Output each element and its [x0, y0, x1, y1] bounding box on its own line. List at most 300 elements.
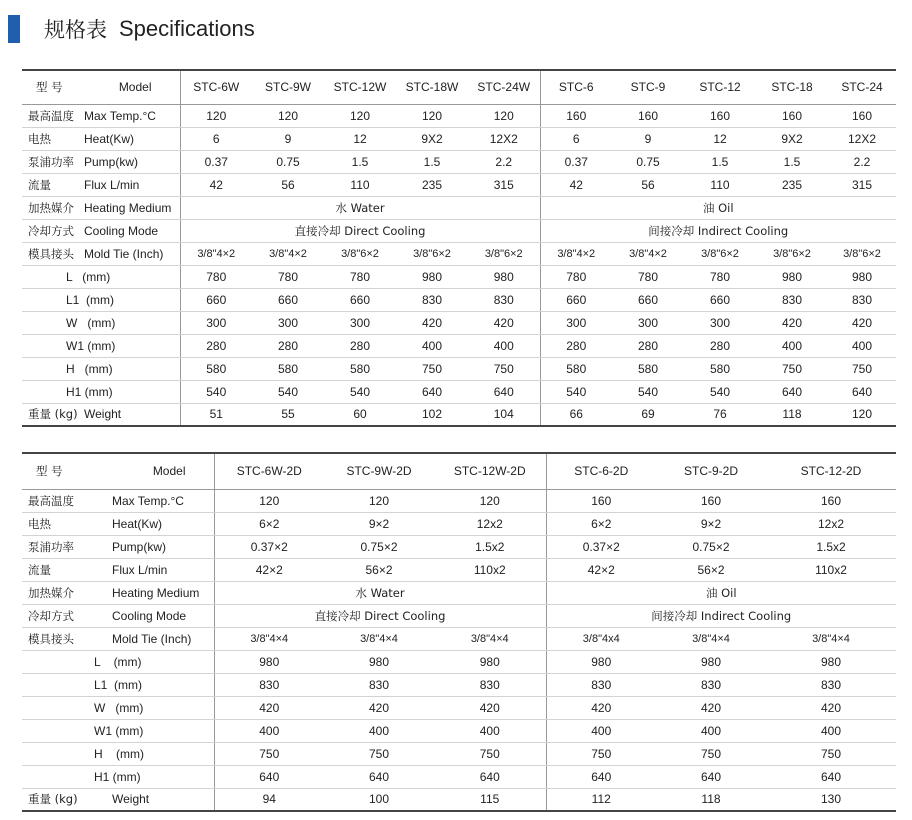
spec-table-single: [22, 69, 896, 427]
spec-row: [22, 173, 896, 196]
dimension-value: 780: [180, 265, 252, 288]
model-name: STC-24: [828, 70, 896, 104]
dimension-value: 830: [656, 673, 766, 696]
weight-value: 118: [756, 403, 828, 426]
weight-value: 104: [468, 403, 540, 426]
spec-value: 120: [180, 104, 252, 127]
spec-label-cn: 流量: [22, 558, 112, 581]
spec-value: 235: [756, 173, 828, 196]
spec-label-en: Heat(Kw): [112, 512, 214, 535]
dimension-row: [22, 765, 896, 788]
spec-table-single-body: [22, 70, 896, 426]
dimension-value: 750: [434, 742, 546, 765]
dimension-value: 980: [396, 265, 468, 288]
dimension-value: 420: [656, 696, 766, 719]
spec-value: 42×2: [546, 558, 656, 581]
dimension-value: 400: [396, 334, 468, 357]
dimension-value: 980: [766, 650, 896, 673]
spec-value: 12: [324, 127, 396, 150]
mold-tie-value: 3/8"4×4: [766, 627, 896, 650]
model-name: STC-24W: [468, 70, 540, 104]
dimension-value: 980: [828, 265, 896, 288]
dimension-value: 780: [252, 265, 324, 288]
model-name: STC-6W: [180, 70, 252, 104]
heating-medium-water: 水 Water: [214, 581, 546, 604]
spec-value: 160: [540, 104, 612, 127]
model-name: STC-12: [684, 70, 756, 104]
dimension-value: 580: [684, 357, 756, 380]
spec-label-en: Pump(kw): [84, 150, 180, 173]
dimension-value: 400: [214, 719, 324, 742]
cooling-mode-direct: 直接冷却 Direct Cooling: [214, 604, 546, 627]
spec-value: 6×2: [214, 512, 324, 535]
dimension-value: 420: [468, 311, 540, 334]
dimension-value: 640: [656, 765, 766, 788]
dimension-value: 420: [434, 696, 546, 719]
dimension-value: 300: [252, 311, 324, 334]
weight-value: 94: [214, 788, 324, 811]
dimension-value: 540: [252, 380, 324, 403]
cooling-mode-label-cn: 冷却方式: [22, 219, 84, 242]
spec-value: 42: [180, 173, 252, 196]
dimension-value: 420: [766, 696, 896, 719]
spec-value: 1.5: [396, 150, 468, 173]
dimension-value: 980: [756, 265, 828, 288]
spec-row: [22, 535, 896, 558]
dimension-value: 780: [684, 265, 756, 288]
heating-medium-oil: 油 Oil: [546, 581, 896, 604]
dimension-value: 640: [396, 380, 468, 403]
mold-tie-value: 3/8"4×2: [252, 242, 324, 265]
dimension-value: 400: [766, 719, 896, 742]
spec-value: 1.5: [684, 150, 756, 173]
mold-tie-value: 3/8"4×4: [324, 627, 434, 650]
model-name: STC-12W: [324, 70, 396, 104]
mold-tie-value: 3/8"4×2: [612, 242, 684, 265]
spec-value: 0.37: [180, 150, 252, 173]
weight-value: 112: [546, 788, 656, 811]
dimension-value: 750: [766, 742, 896, 765]
dimension-value: 400: [756, 334, 828, 357]
dimension-value: 750: [468, 357, 540, 380]
spec-label-en: Flux L/min: [84, 173, 180, 196]
dimension-row: [22, 288, 896, 311]
dimension-value: 980: [546, 650, 656, 673]
model-name: STC-12W-2D: [434, 453, 546, 489]
spec-value: 160: [656, 489, 766, 512]
dimension-label: H1 (mm): [22, 380, 180, 403]
spec-value: 1.5x2: [434, 535, 546, 558]
dimension-value: 400: [656, 719, 766, 742]
spec-row: [22, 489, 896, 512]
spec-value: 12: [684, 127, 756, 150]
model-name: STC-6: [540, 70, 612, 104]
mold-tie-value: 3/8"6×2: [756, 242, 828, 265]
dimension-value: 640: [214, 765, 324, 788]
spec-value: 9×2: [656, 512, 766, 535]
dimension-row: [22, 742, 896, 765]
dimension-value: 540: [684, 380, 756, 403]
spec-value: 6: [540, 127, 612, 150]
mold-tie-value: 3/8"6×2: [828, 242, 896, 265]
dimension-row: [22, 719, 896, 742]
heading-accent-bar: [8, 15, 20, 43]
cooling-mode-row: [22, 604, 896, 627]
cooling-mode-row: [22, 219, 896, 242]
cooling-mode-indirect: 间接冷却 Indirect Cooling: [546, 604, 896, 627]
mold-tie-value: 3/8"4×4: [214, 627, 324, 650]
weight-row: [22, 788, 896, 811]
spec-label-en: Max Temp.°C: [84, 104, 180, 127]
spec-value: 56×2: [324, 558, 434, 581]
dimension-value: 830: [756, 288, 828, 311]
dimension-value: 300: [540, 311, 612, 334]
spec-value: 2.2: [828, 150, 896, 173]
weight-label-en: Weight: [112, 788, 214, 811]
dimension-value: 750: [828, 357, 896, 380]
page-heading: [8, 14, 255, 44]
spec-value: 9: [612, 127, 684, 150]
spec-value: 9X2: [396, 127, 468, 150]
spec-label-cn: 最高温度: [22, 489, 112, 512]
spec-value: 12x2: [434, 512, 546, 535]
spec-row: [22, 150, 896, 173]
dimension-value: 830: [546, 673, 656, 696]
spec-value: 56×2: [656, 558, 766, 581]
spec-label-en: Flux L/min: [112, 558, 214, 581]
dimension-value: 400: [468, 334, 540, 357]
weight-value: 102: [396, 403, 468, 426]
spec-value: 42×2: [214, 558, 324, 581]
dimension-label: L1 (mm): [22, 673, 214, 696]
model-name: STC-9: [612, 70, 684, 104]
dimension-value: 300: [612, 311, 684, 334]
dimension-row: [22, 311, 896, 334]
model-name: STC-9W: [252, 70, 324, 104]
dimension-value: 660: [180, 288, 252, 311]
dimension-value: 640: [468, 380, 540, 403]
heating-medium-water: 水 Water: [180, 196, 540, 219]
mold-tie-value: 3/8"4x4: [546, 627, 656, 650]
spec-value: 120: [324, 104, 396, 127]
dimension-value: 640: [756, 380, 828, 403]
cooling-mode-direct: 直接冷却 Direct Cooling: [180, 219, 540, 242]
dimension-value: 300: [324, 311, 396, 334]
model-name: STC-18: [756, 70, 828, 104]
header-row: [22, 453, 896, 489]
spec-label-cn: 流量: [22, 173, 84, 196]
dimension-value: 300: [684, 311, 756, 334]
model-name: STC-9-2D: [656, 453, 766, 489]
spec-value: 315: [468, 173, 540, 196]
heating-medium-row: [22, 581, 896, 604]
heading-title-cn: 规格表: [44, 18, 107, 42]
spec-value: 315: [828, 173, 896, 196]
dimension-value: 580: [324, 357, 396, 380]
spec-value: 42: [540, 173, 612, 196]
spec-value: 120: [434, 489, 546, 512]
spec-label-cn: 泵浦功率: [22, 535, 112, 558]
spec-value: 56: [252, 173, 324, 196]
dimension-value: 420: [756, 311, 828, 334]
dimension-value: 660: [684, 288, 756, 311]
weight-value: 100: [324, 788, 434, 811]
model-name: STC-6-2D: [546, 453, 656, 489]
spec-table-double: [22, 452, 896, 812]
dimension-row: [22, 357, 896, 380]
dimension-value: 830: [468, 288, 540, 311]
spec-value: 110: [324, 173, 396, 196]
mold-tie-label-cn: 模具接头: [22, 242, 84, 265]
dimension-value: 280: [612, 334, 684, 357]
dimension-value: 280: [180, 334, 252, 357]
dimension-label: W1 (mm): [22, 334, 180, 357]
spec-label-cn: 电热: [22, 512, 112, 535]
dimension-value: 980: [468, 265, 540, 288]
dimension-value: 280: [324, 334, 396, 357]
dimension-value: 660: [252, 288, 324, 311]
dimension-value: 980: [324, 650, 434, 673]
spec-value: 160: [546, 489, 656, 512]
mold-tie-value: 3/8"4×2: [540, 242, 612, 265]
dimension-value: 780: [612, 265, 684, 288]
dimension-row: [22, 265, 896, 288]
mold-tie-label-en: Mold Tie (Inch): [84, 242, 180, 265]
weight-value: 60: [324, 403, 396, 426]
dimension-value: 400: [434, 719, 546, 742]
spec-value: 56: [612, 173, 684, 196]
dimension-value: 580: [540, 357, 612, 380]
dimension-label: L (mm): [22, 650, 214, 673]
model-name: STC-6W-2D: [214, 453, 324, 489]
dimension-value: 400: [546, 719, 656, 742]
weight-value: 130: [766, 788, 896, 811]
model-label-cn: 型 号: [22, 453, 112, 489]
dimension-value: 980: [214, 650, 324, 673]
dimension-value: 580: [180, 357, 252, 380]
spec-value: 160: [612, 104, 684, 127]
spec-value: 0.75×2: [656, 535, 766, 558]
heating-medium-label-cn: 加热媒介: [22, 196, 84, 219]
dimension-value: 980: [434, 650, 546, 673]
spec-value: 0.75×2: [324, 535, 434, 558]
weight-value: 115: [434, 788, 546, 811]
spec-value: 0.75: [252, 150, 324, 173]
spec-value: 110x2: [766, 558, 896, 581]
mold-tie-value: 3/8"6×2: [324, 242, 396, 265]
dimension-value: 830: [828, 288, 896, 311]
spec-label-cn: 电热: [22, 127, 84, 150]
model-name: STC-9W-2D: [324, 453, 434, 489]
heading-title-en: Specifications: [119, 16, 255, 41]
dimension-label: L1 (mm): [22, 288, 180, 311]
weight-label-en: Weight: [84, 403, 180, 426]
weight-label-cn: 重量 (kg): [22, 788, 112, 811]
mold-tie-label-cn: 模具接头: [22, 627, 112, 650]
heating-medium-oil: 油 Oil: [540, 196, 896, 219]
spec-value: 0.75: [612, 150, 684, 173]
mold-tie-label-en: Mold Tie (Inch): [112, 627, 214, 650]
dimension-value: 750: [396, 357, 468, 380]
dimension-value: 580: [612, 357, 684, 380]
spec-value: 12X2: [468, 127, 540, 150]
header-row: [22, 70, 896, 104]
weight-value: 69: [612, 403, 684, 426]
spec-label-en: Heat(Kw): [84, 127, 180, 150]
dimension-value: 830: [396, 288, 468, 311]
dimension-value: 780: [324, 265, 396, 288]
dimension-value: 750: [756, 357, 828, 380]
heating-medium-label-cn: 加热媒介: [22, 581, 112, 604]
dimension-row: [22, 696, 896, 719]
mold-tie-value: 3/8"6×2: [396, 242, 468, 265]
dimension-value: 540: [324, 380, 396, 403]
mold-tie-value: 3/8"4×2: [180, 242, 252, 265]
dimension-value: 420: [828, 311, 896, 334]
spec-row: [22, 558, 896, 581]
dimension-value: 640: [766, 765, 896, 788]
dimension-value: 830: [766, 673, 896, 696]
dimension-value: 580: [252, 357, 324, 380]
heating-medium-row: [22, 196, 896, 219]
spec-value: 160: [828, 104, 896, 127]
spec-label-en: Pump(kw): [112, 535, 214, 558]
spec-value: 12x2: [766, 512, 896, 535]
mold-tie-value: 3/8"6×2: [684, 242, 756, 265]
spec-value: 160: [766, 489, 896, 512]
dimension-value: 660: [324, 288, 396, 311]
spec-value: 1.5x2: [766, 535, 896, 558]
dimension-value: 420: [546, 696, 656, 719]
dimension-value: 280: [684, 334, 756, 357]
spec-value: 9: [252, 127, 324, 150]
dimension-row: [22, 380, 896, 403]
dimension-value: 830: [434, 673, 546, 696]
spec-label-cn: 泵浦功率: [22, 150, 84, 173]
weight-value: 118: [656, 788, 766, 811]
spec-table-double-body: [22, 453, 896, 811]
dimension-row: [22, 334, 896, 357]
dimension-value: 400: [324, 719, 434, 742]
spec-value: 120: [324, 489, 434, 512]
mold-tie-row: [22, 242, 896, 265]
dimension-value: 640: [324, 765, 434, 788]
spec-value: 160: [756, 104, 828, 127]
heating-medium-label-en: Heating Medium: [84, 196, 180, 219]
dimension-label: W (mm): [22, 696, 214, 719]
spec-row: [22, 127, 896, 150]
dimension-label: W (mm): [22, 311, 180, 334]
spec-value: 2.2: [468, 150, 540, 173]
dimension-row: [22, 650, 896, 673]
spec-label-en: Max Temp.°C: [112, 489, 214, 512]
dimension-label: W1 (mm): [22, 719, 214, 742]
spec-value: 120: [214, 489, 324, 512]
cooling-mode-label-cn: 冷却方式: [22, 604, 112, 627]
dimension-value: 420: [324, 696, 434, 719]
dimension-label: H (mm): [22, 357, 180, 380]
heating-medium-label-en: Heating Medium: [112, 581, 214, 604]
spec-value: 6×2: [546, 512, 656, 535]
dimension-label: H (mm): [22, 742, 214, 765]
dimension-value: 660: [612, 288, 684, 311]
dimension-value: 420: [214, 696, 324, 719]
dimension-value: 980: [656, 650, 766, 673]
spec-value: 110x2: [434, 558, 546, 581]
spec-value: 120: [396, 104, 468, 127]
dimension-value: 750: [324, 742, 434, 765]
model-label-en: Model: [84, 70, 180, 104]
cooling-mode-label-en: Cooling Mode: [112, 604, 214, 627]
dimension-value: 830: [214, 673, 324, 696]
dimension-row: [22, 673, 896, 696]
dimension-value: 540: [180, 380, 252, 403]
model-name: STC-12-2D: [766, 453, 896, 489]
dimension-value: 750: [214, 742, 324, 765]
cooling-mode-label-en: Cooling Mode: [84, 219, 180, 242]
weight-row: [22, 403, 896, 426]
dimension-label: H1 (mm): [22, 765, 214, 788]
spec-row: [22, 512, 896, 535]
model-label-cn: 型 号: [22, 70, 84, 104]
dimension-value: 830: [324, 673, 434, 696]
weight-value: 120: [828, 403, 896, 426]
mold-tie-value: 3/8"4×4: [656, 627, 766, 650]
weight-value: 51: [180, 403, 252, 426]
dimension-value: 750: [656, 742, 766, 765]
dimension-value: 420: [396, 311, 468, 334]
spec-label-cn: 最高温度: [22, 104, 84, 127]
weight-label-cn: 重量 (kg): [22, 403, 84, 426]
dimension-value: 660: [540, 288, 612, 311]
spec-value: 0.37: [540, 150, 612, 173]
dimension-value: 280: [540, 334, 612, 357]
spec-value: 235: [396, 173, 468, 196]
dimension-value: 540: [540, 380, 612, 403]
dimension-value: 400: [828, 334, 896, 357]
spec-value: 160: [684, 104, 756, 127]
spec-value: 1.5: [324, 150, 396, 173]
spec-value: 9X2: [756, 127, 828, 150]
cooling-mode-indirect: 间接冷却 Indirect Cooling: [540, 219, 896, 242]
mold-tie-row: [22, 627, 896, 650]
model-name: STC-18W: [396, 70, 468, 104]
weight-value: 66: [540, 403, 612, 426]
spec-value: 9×2: [324, 512, 434, 535]
dimension-value: 540: [612, 380, 684, 403]
spec-value: 120: [252, 104, 324, 127]
spec-value: 6: [180, 127, 252, 150]
dimension-value: 640: [546, 765, 656, 788]
mold-tie-value: 3/8"4×4: [434, 627, 546, 650]
spec-value: 0.37×2: [546, 535, 656, 558]
dimension-value: 780: [540, 265, 612, 288]
dimension-value: 300: [180, 311, 252, 334]
weight-value: 55: [252, 403, 324, 426]
dimension-value: 750: [546, 742, 656, 765]
spec-value: 12X2: [828, 127, 896, 150]
dimension-label: L (mm): [22, 265, 180, 288]
spec-value: 0.37×2: [214, 535, 324, 558]
dimension-value: 640: [828, 380, 896, 403]
dimension-value: 280: [252, 334, 324, 357]
dimension-value: 640: [434, 765, 546, 788]
spec-row: [22, 104, 896, 127]
model-label-en: Model: [112, 453, 214, 489]
weight-value: 76: [684, 403, 756, 426]
mold-tie-value: 3/8"6×2: [468, 242, 540, 265]
spec-value: 110: [684, 173, 756, 196]
